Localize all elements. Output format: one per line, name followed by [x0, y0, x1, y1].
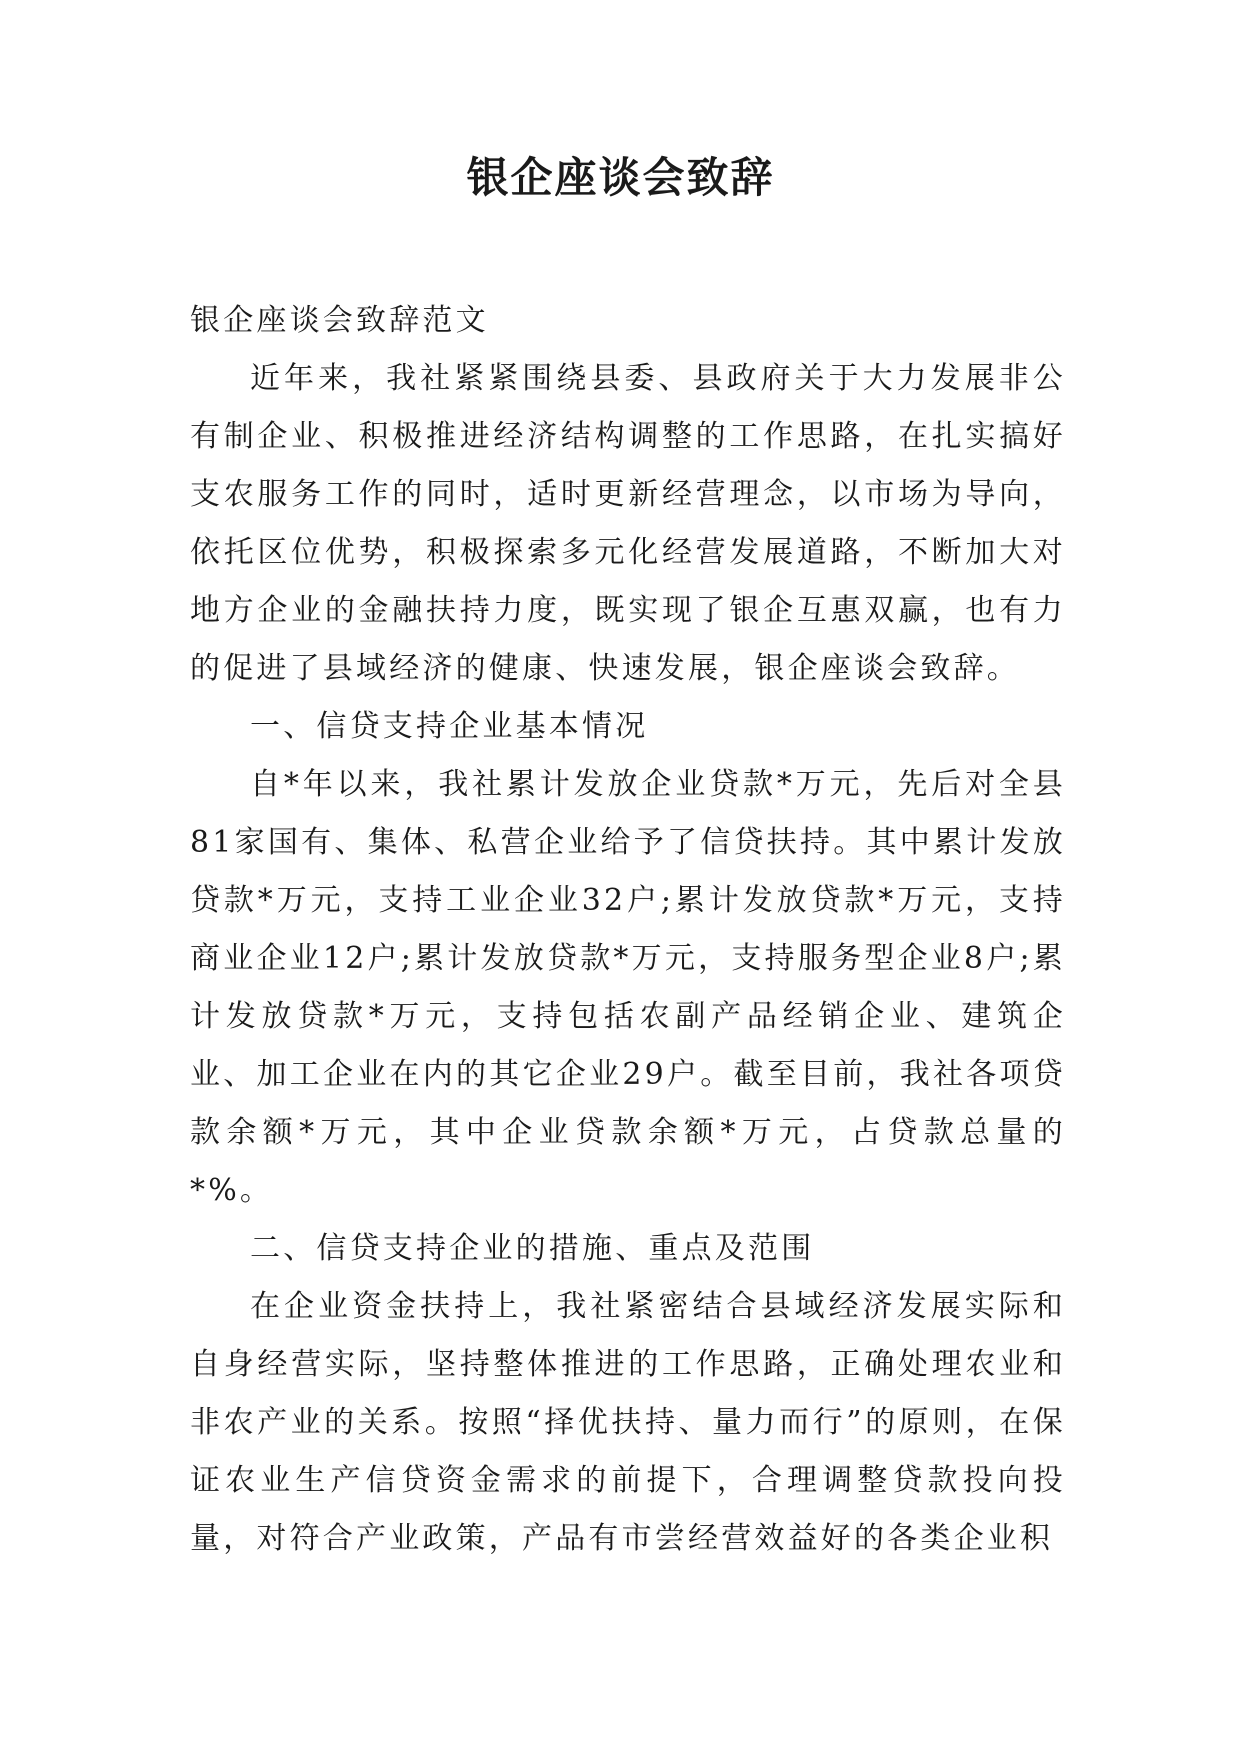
- section-heading-1: 一、信贷支持企业基本情况: [250, 709, 649, 744]
- document-subtitle: 银企座谈会致辞范文: [190, 303, 489, 338]
- paragraph-section-2: 在企业资金扶持上，我社紧密结合县域经济发展实际和自身经营实际，坚持整体推进的工作思路，正确处理农业和非农产业的关系。按照“择优扶持、量力而行”的原则，在保证农业生产信贷资金需求的前提下，合理调整贷款投向投量，对符合产业政策，产品有市尝经营效益好的各类企业积: [190, 1289, 1066, 1556]
- paragraph-intro: 近年来，我社紧紧围绕县委、县政府关于大力发展非公有制企业、积极推进经济结构调整的工作思路，在扎实搞好支农服务工作的同时，适时更新经营理念，以市场为导向，依托区位优势，积极探索多元化经营发展道路，不断加大对地方企业的金融扶持力度，既实现了银企互惠双赢，也有力的促进了县域经济的健康、快速发展，银企座谈会致辞。: [190, 361, 1066, 686]
- document-title: 银企座谈会致辞: [466, 153, 775, 202]
- paragraph-section-1: 自*年以来，我社累计发放企业贷款*万元，先后对全县81家国有、集体、私营企业给予了信贷扶持。其中累计发放贷款*万元，支持工业企业32户;累计发放贷款*万元，支持商业企业12户;累计发放贷款*万元，支持服务型企业8户;累计发放贷款*万元，支持包括农副产品经销企业、建筑企业、加工企业在内的其它企业29户。截至目前，我社各项贷款余额*万元，其中企业贷款余额*万元，占贷款总量的*%。: [190, 767, 1066, 1208]
- document-body: [190, 292, 1066, 1568]
- section-heading-2: 二、信贷支持企业的措施、重点及范围: [250, 1231, 815, 1266]
